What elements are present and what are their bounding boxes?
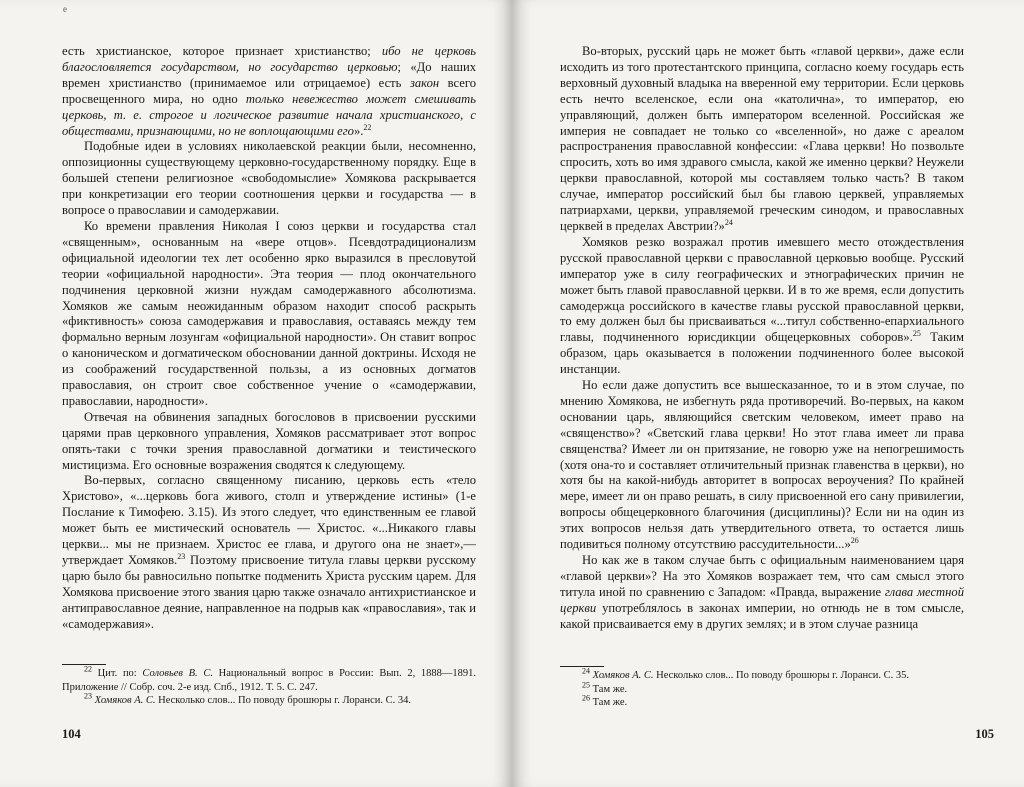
footnote-ref: 26 [582, 693, 590, 703]
footnote-ref: 23 [84, 691, 92, 701]
footnote [62, 664, 476, 694]
text-run: Во-вторых, русский царь не может быть «главой церкви», даже если исходить из того протестантского принципа, согласно коему государь есть верховный духовный владыка на вверенной ему территории. Если церковь есть нечто вселенское, если она «католична», то император, ею управляющий, должен быть императором вселенной. Российская же империя не совпадает не только со «вселенной», но даже с ареалом распространения православной конфессии: «Глава церкви! Но позвольте спросить, хоть во имя здравого смысла, какой же именно церкви? Неужели церкви православной, которой мы составляем только часть? В таком случае, император российский был бы главою церквей, управляемых патриархами, церкви, управляемой греческим синодом, и православных церквей в пределах Австрии?» [560, 44, 964, 233]
text-run: ». [353, 123, 364, 138]
text-run: Цит. по: [92, 668, 143, 679]
text-run: Хомяков резко возражал против имевшего место отождествления русской православной церкви с православной церковью вообще. Русский император уже в силу географических и этнографических причин не может быть главой православной церкви. И в то же время, если допустить самодержца российского в качестве главы русской православной церкви, то ему должен был бы присваиваться «...титул собственно-епархиального главы, подчиненного юрисдикции общецерковных соборов». [560, 234, 964, 345]
right-body-text [560, 44, 964, 633]
italic-text: закон [409, 75, 440, 90]
left-body-text [62, 44, 476, 633]
text-run: Там же. [590, 683, 628, 695]
left-footnote-list [62, 664, 476, 708]
footnote-ref: 24 [582, 666, 590, 676]
text-run: Несколько слов... По поводу брошюры г. Лоранси. С. 35. [653, 670, 910, 681]
text-run: Ко времени правления Николая I союз церкви и государства стал «священным», основанным на «вере отцов». Псевдотрадиционализм официальной идеологии тех лет особенно ярко выразился в пресловутой теории «официальной народности». Эта теория — плод окончательного подчинения церковной жизни нуждам самодержавного абсолютизма. Хомяков же самым неожиданным образом находит способ раскрыть «фиктивность» союза самодержавия и православия, оставаясь между тем формально верным лозунгам «официальной народности». Он ставит вопрос о каноническом и догматическом обосновании данной доктрины. Исходя не из соображений государственной пользы, а из основных догматов православия, он строит свое собственное учение о «самодержавии, православии, народности». [62, 218, 476, 408]
footnote [560, 693, 964, 710]
italic-text: глава местной церкви [560, 584, 964, 615]
text-run: Но если даже допустить все вышесказанное, то и в этом случае, по мнению Хомякова, не избегнуть ряда противоречий. Во-первых, на каком основании царь, являющийся светским человеком, имеет право на «священство»? «Светский глава церкви! Но этот глава имеет ли права священства? Имеет ли он притязание, не говорю уже на непогрешимость (хотя она-то и составляет отличительный признак главенства в церкви), но хотя бы на какой-нибудь авторитет в вопросах вероучения? По крайней мере, имеет ли он право решать, в силу присвоенной его сану привилегии, вопросы общецерковного благочиния (дисциплины)? Если ни на один из этих вопросов нельзя дать утвердительного ответа, то остается лишь подивиться полному отсутствию рассудительности...» [560, 378, 964, 552]
right-footnote-list [560, 666, 964, 710]
text-run: ; «До наших времен христианство (принимаемое или отрицаемое) есть [62, 59, 476, 90]
right-page-number: 105 [975, 727, 994, 741]
text-run: Несколько слов... По поводу брошюры г. Лоранси. С. 34. [155, 695, 412, 707]
italic-text: только невежество может смешивать церковь, т. е. строгое и логическое развитие начала христианского, с обществами, признающими, но не воплощающими его [62, 91, 476, 138]
footnote-ref: 24 [724, 217, 733, 227]
text-run: Во-первых, согласно священному писанию, церковь есть «тело Христово», «...церковь бога живого, столп и утверждение истины» (1-е Послание к Тимофею. 3.15). Из этого следует, что единственным ее главой может быть ее мистический основатель — Христос. «...Никакого главы церкви... мы не признаем. Христос ее глава, и другого она не знает»,— утверждает Хомяков. [62, 473, 476, 567]
footnote-ref: 22 [363, 122, 372, 132]
paragraph [62, 219, 476, 410]
paragraph [62, 410, 476, 474]
paragraph [62, 44, 476, 139]
italic-text: Соловьев В. С. [142, 668, 213, 679]
footnote-ref: 26 [850, 535, 859, 545]
page-mark: e [63, 4, 67, 14]
text-run: употреблялось в законах империи, но отнюдь не в том смысле, какой присваивается ему в других землях; и в этом случае разница [560, 600, 964, 631]
text-run: Национальный вопрос в России: Вып. 2, 1888—1891. Приложение // Собр. соч. 2-е изд. Спб., 1912. Т. 5. С. 247. [62, 668, 476, 693]
text-run: есть христианское, которое признает христианство; [62, 44, 382, 58]
footnote [560, 680, 964, 697]
text-run: Подобные идеи в условиях николаевской реакции были, несомненно, оппозиционны существующему церковно-государственному порядку. Еще в большей степени религиозное «свободомыслие» Хомякова раскрывается при конкретизации его теории соотношения церкви и государства — в вопросе о православии и самодержавии. [62, 139, 476, 218]
text-run: Но как же в таком случае быть с официальным наименованием царя «главой церкви»? На это Хомяков возражает тем, что сам смысл этого титула иной по сравнению с Западом: «Правда, выражение [560, 553, 964, 599]
italic-text: ибо не церковь благословляется государством, но государство церковью [62, 44, 476, 74]
left-page-number: 104 [62, 727, 81, 741]
italic-text: Хомяков А. С. [592, 670, 654, 681]
text-run: всего просвещенного мира, но одно [62, 75, 476, 106]
text-run: Там же. [590, 697, 628, 709]
right-page [512, 0, 1024, 787]
footnote [560, 666, 964, 683]
text-run: Поэтому присвоение титула главы церкви русскому царю было бы равносильно попытке подменить Христа русским царем. Для Хомякова присвоение этого звания царю также означало антихристианское и антиправославное деяние, направленное на подрыв как «православия», так и «самодержавия». [62, 553, 476, 631]
italic-text: Хомяков А. С. [94, 695, 156, 707]
footnote-ref: 22 [84, 664, 92, 674]
footnote-ref: 23 [177, 551, 186, 561]
left-footnotes [62, 664, 476, 708]
paragraph [560, 44, 964, 235]
text-run: Таким образом, царь оказывается в положении подчиненного более высокой инстанции. [560, 330, 964, 377]
paragraph [560, 553, 964, 633]
paragraph [560, 378, 964, 553]
paragraph [62, 473, 476, 632]
right-footnotes [560, 666, 964, 710]
paragraph [560, 235, 964, 378]
footnote [62, 691, 476, 708]
text-run: Отвечая на обвинения западных богословов в присвоении русскими царями прав церковного управления, Хомяков рассматривает этот вопрос опять-таки с точки зрения православной догматики и теистического мистицизма. Его основные возражения сводятся к следующему. [62, 409, 476, 472]
paragraph [62, 139, 476, 219]
footnote-ref: 25 [582, 680, 590, 690]
footnote-ref: 25 [912, 329, 921, 339]
